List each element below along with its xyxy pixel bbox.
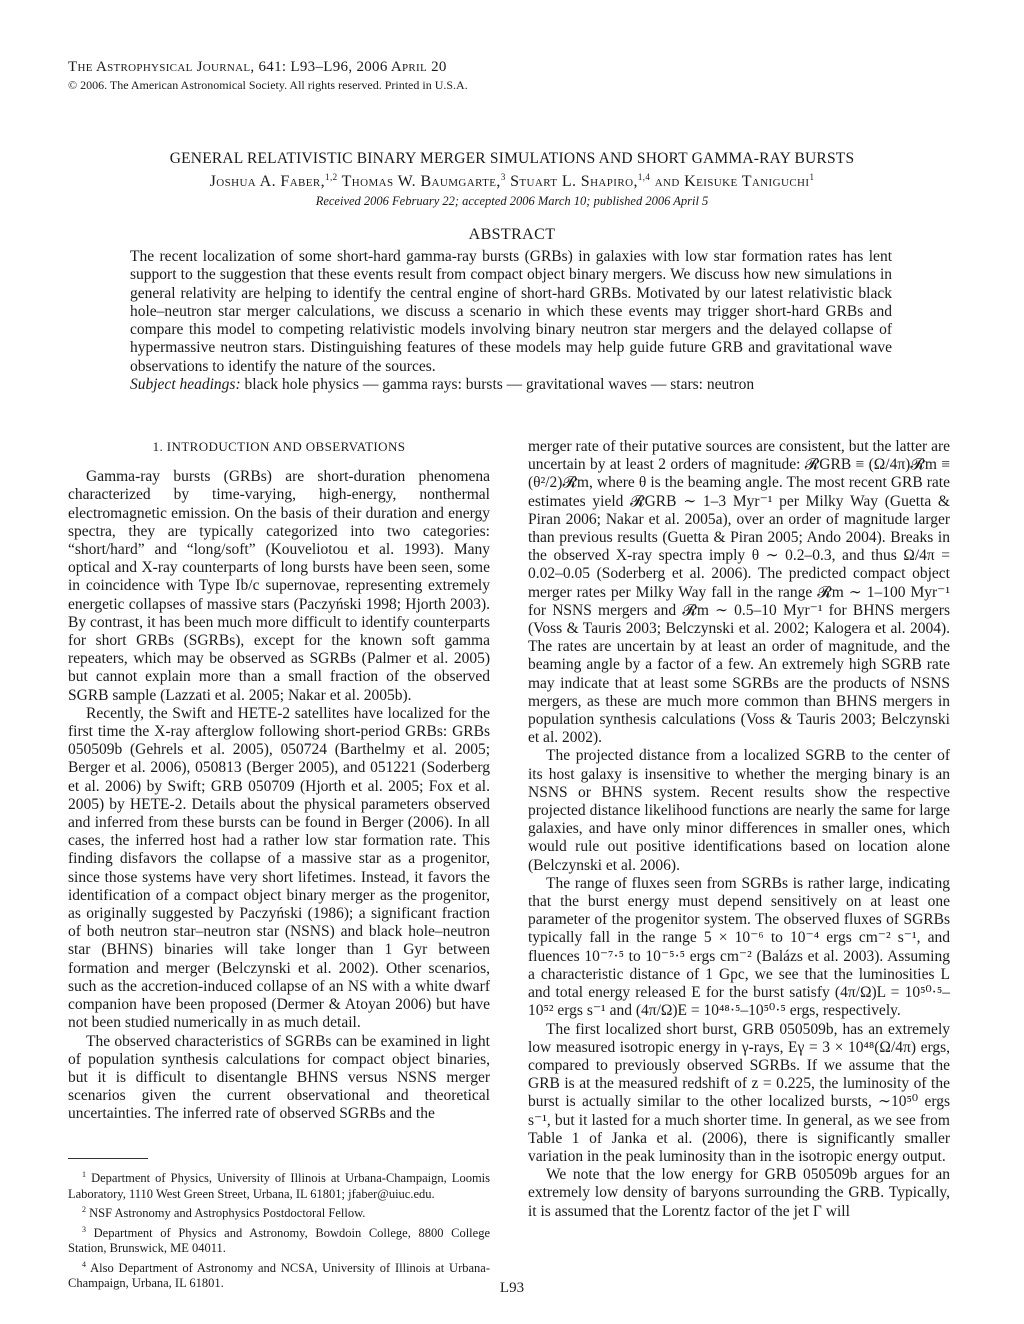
- affil-mark: 1: [809, 172, 815, 182]
- paragraph: The range of fluxes seen from SGRBs is rather large, indicating that the burst energy must depend sensitively on at least one parameter of the progenitor system. The observed fluxes of SGRBs typically fall in the range 5 × 10⁻⁶ to 10⁻⁴ ergs cm⁻² s⁻¹, and fluences 10⁻⁷·⁵ to 10⁻⁵·⁵ ergs cm⁻² (Balázs et al. 2003). Assuming a characteristic distance of 1 Gpc, we see that the luminosities L and total energy released E for the burst satisfy (4π/Ω)L = 10⁵⁰·⁵–10⁵² ergs s⁻¹ and (4π/Ω)E = 10⁴⁸·⁵–10⁵⁰·⁵ ergs, respectively.: [528, 874, 950, 1020]
- affil-mark: 1,4: [637, 172, 651, 182]
- paragraph: Gamma-ray bursts (GRBs) are short-duration phenomena characterized by time-varying, high-energy, nonthermal electromagnetic emission. On the basis of their duration and energy spectra, they are typically categorized into two categories: “short/hard” and “long/soft” (Kouveliotou et al. 1993). Many optical and X-ray counterparts of long bursts have been seen, some in coincidence with Type Ib/c supernovae, representing extremely energetic collapses of massive stars (Paczyński 1998; Hjorth 2003). By contrast, it has been much more difficult to identify counterparts for short GRBs (SGRBs), except for the known soft gamma repeaters, which may be observed as SGRBs (Palmer et al. 2005) but cannot explain more than a small fraction of the observed SGRB sample (Lazzati et al. 2005; Nakar et al. 2005b).: [68, 468, 490, 704]
- footnote-text: Department of Physics, University of Illinois at Urbana-Champaign, Loomis Laboratory, 1110 West Green Street, Urbana, IL 61801; jfaber@uiuc.edu.: [68, 1171, 490, 1201]
- footnote-text: Department of Physics and Astronomy, Bowdoin College, 8800 College Station, Brunswick, ME 04011.: [68, 1225, 490, 1255]
- page-number: L93: [499, 1280, 525, 1296]
- section-heading: 1. INTRODUCTION AND OBSERVATIONS: [152, 439, 406, 454]
- author-baumgarte: Thomas W. Baumgarte,: [337, 173, 501, 190]
- footnote-mark: 1: [82, 1170, 86, 1179]
- author-shapiro: Stuart L. Shapiro,: [505, 173, 638, 190]
- affil-mark: 3: [500, 172, 506, 182]
- paragraph: The first localized short burst, GRB 050509b, has an extremely low measured isotropic energy in γ-rays, Eγ = 3 × 10⁴⁸(Ω/4π) ergs, compared to previously observed SGRBs. If we assume that the GRB is at the measured redshift of z = 0.225, the luminosity of the burst is actually similar to the other localized bursts, ∼10⁵⁰ ergs s⁻¹, but it lasted for a much shorter time. In general, as we see from Table 1 of Janka et al. (2006), there is significantly smaller variation in the peak luminosity than in the isotropic energy output.: [528, 1020, 950, 1165]
- footnote: [68, 1202, 490, 1222]
- footnotes: [68, 1158, 490, 1292]
- affil-mark: 1,2: [325, 172, 338, 182]
- footnote-mark: 4: [82, 1259, 86, 1269]
- author-faber: Joshua A. Faber,: [209, 173, 326, 190]
- subject-headings-text: black hole physics — gamma rays: bursts — gravitational waves — stars: neutron: [240, 376, 755, 394]
- footnote-mark: 3: [82, 1224, 86, 1234]
- subject-headings: [130, 376, 892, 394]
- footnote-text: NSF Astronomy and Astrophysics Postdoctoral Fellow.: [86, 1206, 366, 1220]
- subject-headings-label: Subject headings:: [130, 376, 241, 394]
- footnote: [68, 1167, 490, 1202]
- journal-citation: The Astrophysical Journal, 641: L93–L96, 2006 April 20: [68, 59, 447, 75]
- footnote-text: Also Department of Astronomy and NCSA, University of Illinois at Urbana-Champaign, Urbana, IL 61801.: [68, 1260, 490, 1290]
- paragraph: Recently, the Swift and HETE-2 satellites have localized for the first time the X-ray afterglow following short-period GRBs: GRBs 050509b (Gehrels et al. 2005), 050724 (Barthelmy et al. 2005; Berger et al. 2006), 050813 (Berger 2005), and 051221 (Soderberg et al. 2006) by Swift; GRB 050709 (Hjorth et al. 2005; Fox et al. 2005) by HETE-2. Details about the physical parameters observed and inferred from these bursts can be found in Berger (2006). In all cases, the inferred host had a rather low star formation rate. This finding disfavors the collapse of a massive star as a progenitor, since those systems have very short lifetimes. Instead, it favors the identification of a compact object binary merger as the progenitor, as originally suggested by Paczyński (1986); a significant fraction of both neutron star–neutron star (NSNS) and black hole–neutron star (BHNS) binaries will take longer than 1 Gyr between formation and merger (Belczynski et al. 2002). Other scenarios, such as the accretion-induced collapse of an NS with a white dwarf companion have been proposed (Dermer & Atoyan 2006) but have not been studied numerically in as much detail.: [68, 704, 490, 1032]
- abstract-block: [130, 248, 892, 394]
- author-taniguchi: and Keisuke Taniguchi: [650, 173, 810, 190]
- journal-header: [68, 58, 468, 94]
- received-dates: Received 2006 February 22; accepted 2006 March 10; published 2006 April 5: [315, 194, 709, 208]
- paragraph: merger rate of their putative sources are consistent, but the latter are uncertain by at least 2 orders of magnitude: 𝓡GRB ≡ (Ω/4π)𝓡m ≡ (θ²/2)𝓡m, where θ is the beaming angle. The most recent GRB rate estimates yield 𝓡GRB ∼ 1–3 Myr⁻¹ per Milky Way (Guetta & Piran 2006; Nakar et al. 2005a), over an order of magnitude larger than previous results (Guetta & Piran 2005; Ando 2004). Breaks in the observed X-ray spectra imply θ ∼ 0.2–0.3, and thus Ω/4π = 0.02–0.05 (Soderberg et al. 2006). The predicted compact object merger rates per Milky Way fall in the range 𝓡m ∼ 1–100 Myr⁻¹ for NSNS mergers and 𝓡m ∼ 0.5–10 Myr⁻¹ for BHNS mergers (Voss & Tauris 2003; Belczynski et al. 2002; Kalogera et al. 2004). The rates are uncertain by at least an order of magnitude, and the beaming angle by a factor of a few. An extremely high SGRB rate may indicate that at least some SGRBs are the products of NSNS mergers, as these are much more common than BHNS mergers in population synthesis calculations (Voss & Tauris 2003; Belczynski et al. 2002).: [528, 438, 950, 747]
- paragraph: The projected distance from a localized SGRB to the center of its host galaxy is insensitive to whether the merging binary is an NSNS or BHNS system. Recent results show the respective projected distance likelihood functions are nearly the same for large galaxies, and have only minor differences in smaller ones, which would rule out positive identifications based on location alone (Belczynski et al. 2006).: [528, 747, 950, 874]
- abstract-heading: ABSTRACT: [468, 226, 556, 243]
- paragraph: We note that the low energy for GRB 050509b argues for an extremely low density of baryons surrounding the GRB. Typically, it is assumed that the Lorentz factor of the jet Γ will: [528, 1166, 950, 1220]
- author-list: [68, 172, 956, 191]
- footnote: [68, 1222, 490, 1257]
- footnote-rule: [68, 1158, 148, 1159]
- copyright-line: © 2006. The American Astronomical Society. All rights reserved. Printed in U.S.A.: [68, 78, 468, 92]
- footnote-mark: 2: [82, 1205, 86, 1214]
- left-column: [68, 438, 490, 1124]
- paragraph: The observed characteristics of SGRBs can be examined in light of population synthesis calculations for compact object binaries, but it is difficult to disentangle BHNS versus NSNS merger scenarios given the current observational and theoretical uncertainties. The inferred rate of observed SGRBs and the: [68, 1032, 490, 1123]
- paper-title: GENERAL RELATIVISTIC BINARY MERGER SIMULATIONS AND SHORT GAMMA-RAY BURSTS: [169, 150, 855, 167]
- right-column: [528, 438, 950, 1221]
- abstract-text: The recent localization of some short-hard gamma-ray bursts (GRBs) in galaxies with low star formation rates has lent support to the suggestion that these events result from compact object binary mergers. We discuss how new simulations in general relativity are helping to identify the central engine of short-hard GRBs. Motivated by our latest relativistic black hole–neutron star merger calculations, we discuss a scenario in which these events may trigger short-hard GRBs and compare this model to competing relativistic models involving binary neutron star mergers and the delayed collapse of hypermassive neutron stars. Distinguishing features of these models may help guide future GRB and gravitational wave observations to identify the nature of the sources.: [130, 248, 892, 375]
